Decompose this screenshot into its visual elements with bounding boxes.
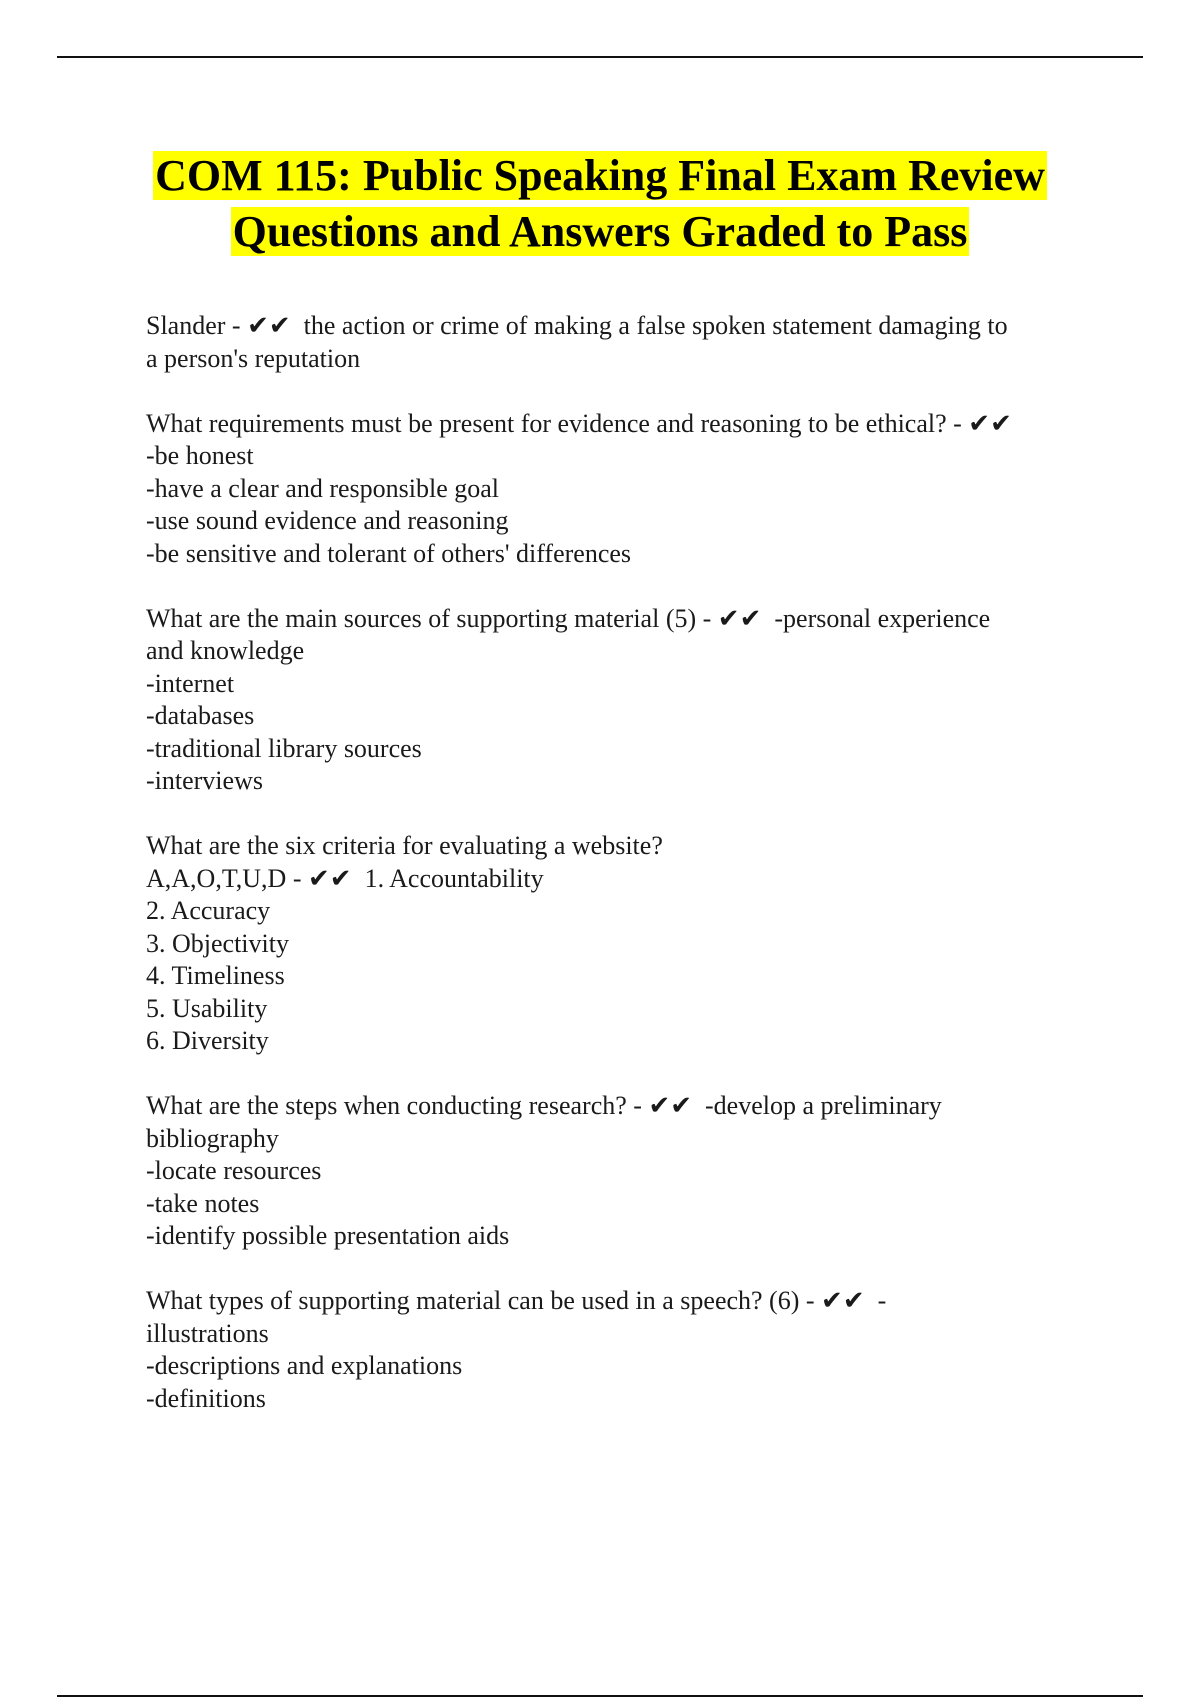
entry-line: -identify possible presentation aids — [146, 1221, 510, 1250]
entry-line: and knowledge — [146, 636, 305, 665]
entry-line: 2. Accuracy — [146, 896, 271, 925]
entry-line: -locate resources — [146, 1156, 322, 1185]
qa-entry-slander — [146, 310, 1096, 375]
entry-line: -databases — [146, 701, 255, 730]
entry-line: -traditional library sources — [146, 733, 422, 763]
entry-line: -take notes — [146, 1188, 260, 1218]
qa-entry-sources — [146, 603, 1096, 798]
title-block — [100, 148, 1100, 260]
entry-line: -have a clear and responsible goal — [146, 473, 500, 503]
entry-line: 5. Usability — [146, 993, 268, 1023]
qa-entry-website-criteria — [146, 830, 1096, 1058]
title-highlight: COM 115: Public Speaking Final Exam Review Questions and Answers Graded to Pass — [155, 151, 1045, 256]
entry-line: a person's reputation — [146, 343, 361, 373]
entry-line: What types of supporting material can be used in a speech? (6) - ✔✔ - — [146, 1286, 887, 1315]
entry-line: What requirements must be present for evidence and reasoning to be ethical? - ✔✔ — [146, 408, 1012, 438]
document-title — [100, 148, 1100, 260]
qa-entry-supporting-types — [146, 1285, 1096, 1415]
entry-line: A,A,O,T,U,D - ✔✔ 1. Accountability — [146, 863, 544, 893]
entry-line: -interviews — [146, 766, 263, 795]
entry-line: 4. Timeliness — [146, 961, 285, 990]
qa-list — [146, 310, 1096, 1448]
bottom-rule — [57, 1695, 1143, 1697]
entry-line: -definitions — [146, 1383, 266, 1413]
entry-line: What are the six criteria for evaluating a website? — [146, 831, 663, 860]
entry-line: -use sound evidence and reasoning — [146, 506, 509, 535]
qa-entry-ethical-evidence — [146, 408, 1096, 571]
entry-line: What are the steps when conducting research? - ✔✔ -develop a preliminary — [146, 1091, 942, 1120]
entry-line: 6. Diversity — [146, 1026, 269, 1055]
entry-line: -be sensitive and tolerant of others' differences — [146, 538, 632, 568]
entry-line: -be honest — [146, 441, 254, 470]
entry-line: What are the main sources of supporting material (5) - ✔✔ -personal experience — [146, 603, 991, 633]
qa-entry-research-steps — [146, 1090, 1096, 1253]
entry-line: -descriptions and explanations — [146, 1351, 463, 1380]
top-rule — [57, 56, 1143, 58]
entry-line: -internet — [146, 668, 235, 698]
entry-line: bibliography — [146, 1123, 279, 1153]
entry-line: Slander - ✔✔ the action or crime of making a false spoken statement damaging to — [146, 311, 1008, 340]
entry-line: illustrations — [146, 1318, 269, 1348]
entry-line: 3. Objectivity — [146, 928, 289, 958]
